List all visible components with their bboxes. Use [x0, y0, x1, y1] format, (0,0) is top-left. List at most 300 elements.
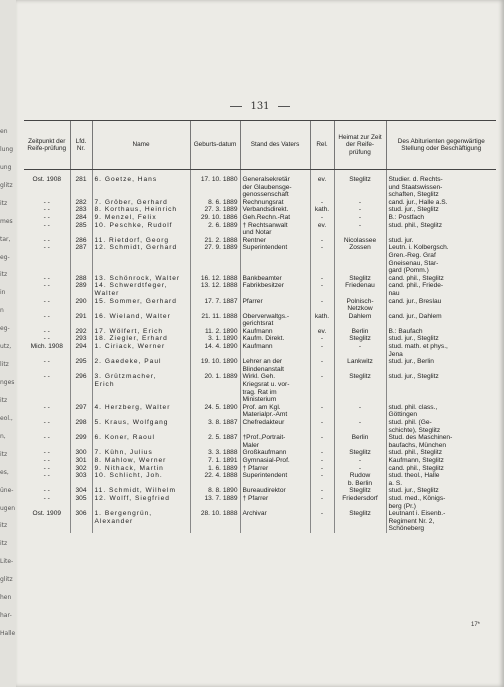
cell-stellung: cand. phil., Steglitz [386, 465, 496, 473]
cell-stand-des-vaters: Kaufm. Direkt. [240, 335, 310, 343]
edge-word: n [0, 307, 4, 315]
table-row [24, 373, 496, 381]
cell-geburtsdatum: 14. 4. 1890 [190, 343, 240, 351]
cell-lfd-nr [70, 503, 92, 511]
cell-name: 2. Gaedeke, Paul [92, 358, 190, 366]
edge-word: eol., [0, 414, 13, 422]
cell-stand-des-vaters: Rentner [240, 237, 310, 245]
cell-religion [310, 389, 334, 397]
table-row [24, 290, 496, 298]
table-row [24, 244, 496, 252]
cell-stellung: cand. jur., Breslau [386, 298, 496, 306]
edge-word: itz [0, 271, 8, 279]
cell-stellung: stud. med., Königs- [386, 495, 496, 503]
cell-lfd-nr [70, 229, 92, 237]
cell-heimat: Friedersdorf [334, 495, 386, 503]
table-row [24, 510, 496, 518]
cell-name: 11. Schmidt, Wilhelm [92, 487, 190, 495]
cell-stand-des-vaters [240, 351, 310, 359]
cell-name [92, 252, 190, 260]
cell-stand-des-vaters: Pfarrer [240, 298, 310, 306]
cell-name [92, 480, 190, 488]
cell-lfd-nr [70, 320, 92, 328]
table-row [24, 487, 496, 495]
cell-geburtsdatum [190, 411, 240, 419]
cell-name [92, 305, 190, 313]
cell-heimat [334, 381, 386, 389]
cell-name [92, 427, 190, 435]
edge-word: itz [0, 522, 8, 530]
cell-zeitpunkt [24, 396, 70, 404]
cell-stand-des-vaters [240, 267, 310, 275]
cell-heimat [334, 503, 386, 511]
cell-geburtsdatum [190, 351, 240, 359]
cell-religion: - [310, 495, 334, 503]
cell-heimat [334, 191, 386, 199]
cell-stand-des-vaters: Oberverwaltgs.- [240, 313, 310, 321]
cell-stand-des-vaters: Geh.Rechn.-Rat [240, 214, 310, 222]
edge-word: itz [0, 396, 8, 404]
cell-stellung: cand. phil., Steglitz [386, 275, 496, 283]
cell-geburtsdatum [190, 366, 240, 374]
edge-word: mes [0, 217, 13, 225]
cell-zeitpunkt: - - [43, 434, 50, 442]
cell-stellung: cand. jur., Dahlem [386, 313, 496, 321]
cell-zeitpunkt: - - [43, 464, 50, 472]
cell-name: 9. Nithack, Martin [92, 465, 190, 473]
cell-geburtsdatum: 19. 10. 1890 [190, 358, 240, 366]
cell-geburtsdatum: 27. 9. 1889 [190, 244, 240, 252]
cell-geburtsdatum [190, 305, 240, 313]
cell-name: 16. Wieland, Walter [92, 313, 190, 321]
cell-lfd-nr [70, 411, 92, 419]
cell-geburtsdatum: 2. 5. 1887 [190, 434, 240, 442]
cell-geburtsdatum [190, 518, 240, 526]
cell-geburtsdatum [190, 480, 240, 488]
cell-name: 12. Wolff, Siegfried [92, 495, 190, 503]
cell-lfd-nr: 290 [70, 298, 92, 306]
cell-stand-des-vaters [240, 427, 310, 435]
cell-stand-des-vaters: Prof. am Kgl. [240, 404, 310, 412]
cell-religion [310, 396, 334, 404]
cell-religion: - [310, 373, 334, 381]
edge-word: es, [0, 468, 9, 476]
edge-word: eg- [0, 325, 10, 333]
cell-name [92, 442, 190, 450]
cell-stand-des-vaters: Bankbeamter [240, 275, 310, 283]
edge-word: en [0, 128, 8, 135]
cell-zeitpunkt [24, 260, 70, 268]
cell-heimat: Lankwitz [334, 358, 386, 366]
cell-heimat [334, 518, 386, 526]
edge-word: üne- [0, 486, 14, 494]
cell-heimat [334, 184, 386, 192]
cell-lfd-nr: 289 [70, 282, 92, 290]
cell-stand-des-vaters: Kriegsrat u. vor- [240, 381, 310, 389]
cell-lfd-nr: 295 [70, 358, 92, 366]
table-row [24, 457, 496, 465]
cell-lfd-nr [70, 267, 92, 275]
cell-zeitpunkt [24, 191, 70, 199]
cell-stand-des-vaters: Rechnungsrat [240, 199, 310, 207]
cell-stand-des-vaters: Materialpr.-Amt [240, 411, 310, 419]
edge-word: ugen [0, 504, 16, 512]
cell-geburtsdatum [190, 267, 240, 275]
cell-geburtsdatum: 8. 6. 1889 [190, 199, 240, 207]
cell-heimat: Steglitz [334, 487, 386, 495]
cell-lfd-nr: 300 [70, 449, 92, 457]
cell-zeitpunkt [24, 320, 70, 328]
table-row [24, 351, 496, 359]
cell-zeitpunkt: - - [43, 213, 50, 221]
cell-zeitpunkt: - - [43, 198, 50, 206]
cell-zeitpunkt: - - [43, 472, 50, 480]
cell-religion [310, 260, 334, 268]
cell-stand-des-vaters [240, 480, 310, 488]
cell-religion: - [310, 472, 334, 480]
cell-stellung [386, 305, 496, 313]
cell-religion [310, 411, 334, 419]
cell-zeitpunkt: - - [43, 494, 50, 502]
cell-name: 12. Schmidt, Gerhard [92, 244, 190, 252]
cell-zeitpunkt [24, 427, 70, 435]
cell-stellung: baufachs, München [386, 442, 496, 450]
cell-stand-des-vaters [240, 503, 310, 511]
cell-heimat [334, 320, 386, 328]
cell-name [92, 191, 190, 199]
cell-heimat: Polnisch- [334, 298, 386, 306]
edge-word: itz [0, 540, 8, 548]
edge-word: litz [0, 361, 9, 369]
cell-name [92, 389, 190, 397]
table-row [24, 184, 496, 192]
cell-stand-des-vaters: Superintendent [240, 244, 310, 252]
cell-religion: - [310, 199, 334, 207]
cell-lfd-nr: 292 [70, 328, 92, 336]
cell-geburtsdatum: 21. 2. 1888 [190, 237, 240, 245]
cell-stellung: cand. jur., Halle a.S. [386, 199, 496, 207]
cell-zeitpunkt [24, 480, 70, 488]
edge-word: eg- [0, 253, 10, 261]
cell-stellung [386, 229, 496, 237]
cell-heimat: - [334, 206, 386, 214]
cell-name [92, 229, 190, 237]
cell-geburtsdatum: 17. 10. 1880 [190, 170, 240, 184]
cell-name: 7. Kühn, Julius [92, 449, 190, 457]
cell-stand-des-vaters: † Rechtsanwalt [240, 222, 310, 230]
cell-stand-des-vaters: Ministerium [240, 396, 310, 404]
edge-word: nges [0, 379, 15, 387]
cell-lfd-nr: 284 [70, 214, 92, 222]
cell-zeitpunkt [24, 366, 70, 374]
cell-lfd-nr: 301 [70, 457, 92, 465]
cell-lfd-nr [70, 442, 92, 450]
cell-lfd-nr: 293 [70, 335, 92, 343]
cell-stellung [386, 389, 496, 397]
cell-lfd-nr [70, 480, 92, 488]
cell-stellung: stud. phil., Steglitz [386, 222, 496, 230]
cell-religion: - [310, 457, 334, 465]
cell-stand-des-vaters: Maler [240, 442, 310, 450]
cell-geburtsdatum: 21. 11. 1888 [190, 313, 240, 321]
cell-stellung: stud. jur., Steglitz [386, 487, 496, 495]
cell-zeitpunkt: - - [43, 327, 50, 335]
cell-stellung: berg (Pr.) [386, 503, 496, 511]
cell-stellung: Leutnant i. Eisenb.- [386, 510, 496, 518]
cell-lfd-nr: 287 [70, 244, 92, 252]
edge-word: tar, [0, 235, 11, 243]
cell-geburtsdatum: 22. 4. 1888 [190, 472, 240, 480]
cell-geburtsdatum [190, 191, 240, 199]
table-row [24, 275, 496, 283]
edge-word: utz, [0, 343, 12, 351]
page-number: 131 [16, 101, 504, 112]
table-row [24, 328, 496, 336]
cell-stellung [386, 320, 496, 328]
cell-lfd-nr [70, 381, 92, 389]
cell-lfd-nr: 299 [70, 434, 92, 442]
table-row [24, 229, 496, 237]
cell-zeitpunkt: Ost. 1908 [32, 176, 62, 183]
cell-geburtsdatum [190, 290, 240, 298]
cell-zeitpunkt [24, 351, 70, 359]
cell-heimat: Steglitz [334, 275, 386, 283]
table-row [24, 335, 496, 343]
table-row [24, 358, 496, 366]
cell-geburtsdatum [190, 381, 240, 389]
cell-geburtsdatum [190, 525, 240, 533]
table-row [24, 381, 496, 389]
cell-zeitpunkt: - - [43, 456, 50, 464]
cell-religion: - [310, 282, 334, 290]
edge-word: lung [0, 145, 14, 153]
cell-stellung: stud. phil. (Ge- [386, 419, 496, 427]
edge-word: glitz [0, 576, 13, 584]
table-row [24, 282, 496, 290]
cell-name: 4. Herzberg, Walter [92, 404, 190, 412]
cell-name: 1. Ciriack, Werner [92, 343, 190, 351]
cell-name: 1. Bergengrün, [92, 510, 190, 518]
cell-religion: - [310, 419, 334, 427]
cell-stellung: stud. jur., Steglitz [386, 373, 496, 381]
cell-stellung: stud. theol., Halle [386, 472, 496, 480]
cell-stellung: Jena [386, 351, 496, 359]
cell-heimat: Steglitz [334, 170, 386, 184]
cell-name: 6. Koner, Raoul [92, 434, 190, 442]
cell-stellung: stud. jur., Steglitz [386, 335, 496, 343]
cell-religion: - [310, 434, 334, 442]
cell-zeitpunkt [24, 229, 70, 237]
cell-religion [310, 480, 334, 488]
cell-lfd-nr [70, 389, 92, 397]
cell-name [92, 396, 190, 404]
cell-geburtsdatum [190, 184, 240, 192]
cell-geburtsdatum: 3. 3. 1888 [190, 449, 240, 457]
cell-zeitpunkt: - - [43, 274, 50, 282]
document-page [16, 0, 504, 687]
cell-geburtsdatum [190, 442, 240, 450]
table-row [24, 389, 496, 397]
table-row [24, 404, 496, 412]
table-row [24, 170, 496, 184]
cell-name: 18. Ziegler, Erhard [92, 335, 190, 343]
table-row [24, 252, 496, 260]
cell-lfd-nr: 288 [70, 275, 92, 283]
cell-heimat: - [334, 199, 386, 207]
cell-stand-des-vaters: Archivar [240, 510, 310, 518]
cell-heimat [334, 389, 386, 397]
cell-religion: - [310, 275, 334, 283]
header-stellung: Des Abiturienten gegenwärtige Stellung oder Beschäftigung [386, 121, 496, 170]
cell-zeitpunkt: - - [43, 312, 50, 320]
cell-name: Walter [92, 290, 190, 298]
cell-religion [310, 351, 334, 359]
cell-heimat [334, 351, 386, 359]
table-header-row [24, 121, 496, 170]
cell-stand-des-vaters: genossenschaft [240, 191, 310, 199]
cell-heimat: - [334, 343, 386, 351]
signature-mark: 17* [471, 622, 481, 628]
edge-word: Halle [0, 630, 16, 638]
table-row [24, 214, 496, 222]
cell-geburtsdatum [190, 427, 240, 435]
cell-name [92, 267, 190, 275]
table-row [24, 442, 496, 450]
cell-heimat [334, 252, 386, 260]
table-row [24, 434, 496, 442]
cell-name [92, 411, 190, 419]
edge-word: itz [0, 199, 8, 207]
cell-zeitpunkt [24, 305, 70, 313]
cell-stellung: stud. jur., Berlin [386, 358, 496, 366]
table-row [24, 199, 496, 207]
table-row [24, 449, 496, 457]
cell-heimat [334, 229, 386, 237]
cell-geburtsdatum: 3. 8. 1887 [190, 419, 240, 427]
header-zeitpunkt: Zeitpunkt der Reife-prüfung [24, 121, 70, 170]
table-row [24, 320, 496, 328]
cell-religion: - [310, 510, 334, 518]
cell-zeitpunkt: - - [43, 487, 50, 495]
cell-stand-des-vaters: Generalsekretär [240, 170, 310, 184]
cell-zeitpunkt [24, 267, 70, 275]
table-row [24, 495, 496, 503]
cell-stellung: Kaufmann, Steglitz [386, 457, 496, 465]
cell-geburtsdatum [190, 389, 240, 397]
cell-stellung: B.: Baufach [386, 328, 496, 336]
table-row [24, 518, 496, 526]
cell-stellung [386, 381, 496, 389]
edge-word: ung [0, 163, 12, 171]
cell-lfd-nr [70, 351, 92, 359]
cell-stellung [386, 396, 496, 404]
cell-geburtsdatum [190, 260, 240, 268]
cell-lfd-nr: 285 [70, 222, 92, 230]
cell-name: 8. Mahlow, Werner [92, 457, 190, 465]
cell-zeitpunkt: - - [43, 419, 50, 426]
cell-lfd-nr [70, 252, 92, 260]
cell-geburtsdatum: 24. 5. 1890 [190, 404, 240, 412]
cell-lfd-nr: 303 [70, 472, 92, 480]
cell-zeitpunkt: - - [43, 221, 50, 229]
cell-heimat: - [334, 222, 386, 230]
table-row [24, 267, 496, 275]
cell-name: 14. Schwerdtfeger, [92, 282, 190, 290]
header-name: Name [92, 121, 190, 170]
cell-geburtsdatum: 13. 7. 1889 [190, 495, 240, 503]
cell-religion [310, 518, 334, 526]
cell-geburtsdatum [190, 396, 240, 404]
cell-lfd-nr: 297 [70, 404, 92, 412]
table-row [24, 366, 496, 374]
cell-name: 10. Schlicht, Joh. [92, 472, 190, 480]
cell-zeitpunkt: - - [43, 373, 50, 381]
cell-heimat: Netzkow [334, 305, 386, 313]
cell-stellung: Stud. des Maschinen- [386, 434, 496, 442]
cell-lfd-nr: 283 [70, 206, 92, 214]
cell-religion: - [310, 244, 334, 252]
table-row [24, 298, 496, 306]
cell-heimat: - [334, 465, 386, 473]
cell-geburtsdatum: 11. 2. 1890 [190, 328, 240, 336]
table-row [24, 222, 496, 230]
cell-religion [310, 366, 334, 374]
cell-stellung: Gneisenau, Star- [386, 260, 496, 268]
cell-zeitpunkt [24, 381, 70, 389]
cell-stand-des-vaters: Blindenanstalt [240, 366, 310, 374]
cell-heimat [334, 366, 386, 374]
cell-lfd-nr: 291 [70, 313, 92, 321]
cell-heimat: Berlin [334, 328, 386, 336]
cell-name: 6. Goetze, Hans [92, 170, 190, 184]
cell-religion: - [310, 465, 334, 473]
cell-name [92, 184, 190, 192]
cell-religion: - [310, 449, 334, 457]
cell-name: 7. Gröber, Gerhard [92, 199, 190, 207]
cell-stand-des-vaters: Fabrikbesitzer [240, 282, 310, 290]
cell-zeitpunkt: - - [43, 297, 50, 305]
cell-name [92, 320, 190, 328]
table-row [24, 260, 496, 268]
table-row [24, 343, 496, 351]
cell-stand-des-vaters: † Pfarrer [240, 495, 310, 503]
cell-name [92, 525, 190, 533]
cell-name: 17. Wölfert, Erich [92, 328, 190, 336]
cell-religion: ev. [310, 328, 334, 336]
cell-stellung [386, 366, 496, 374]
cell-geburtsdatum [190, 252, 240, 260]
cell-stand-des-vaters [240, 518, 310, 526]
cell-lfd-nr [70, 191, 92, 199]
cell-name [92, 260, 190, 268]
cell-religion: - [310, 358, 334, 366]
edge-word: n, [0, 432, 6, 440]
edge-word: har- [0, 612, 12, 620]
cell-religion [310, 442, 334, 450]
cell-heimat [334, 525, 386, 533]
cell-stellung: gard (Pomm.) [386, 267, 496, 275]
cell-heimat: b. Berlin [334, 480, 386, 488]
cell-name: 10. Peschke, Rudolf [92, 222, 190, 230]
cell-lfd-nr: 306 [70, 510, 92, 518]
cell-religion [310, 191, 334, 199]
cell-heimat: - [334, 214, 386, 222]
cell-heimat: - [334, 419, 386, 427]
cell-heimat [334, 427, 386, 435]
edge-word: hen [0, 594, 12, 602]
cell-lfd-nr [70, 184, 92, 192]
cell-zeitpunkt [24, 518, 70, 526]
